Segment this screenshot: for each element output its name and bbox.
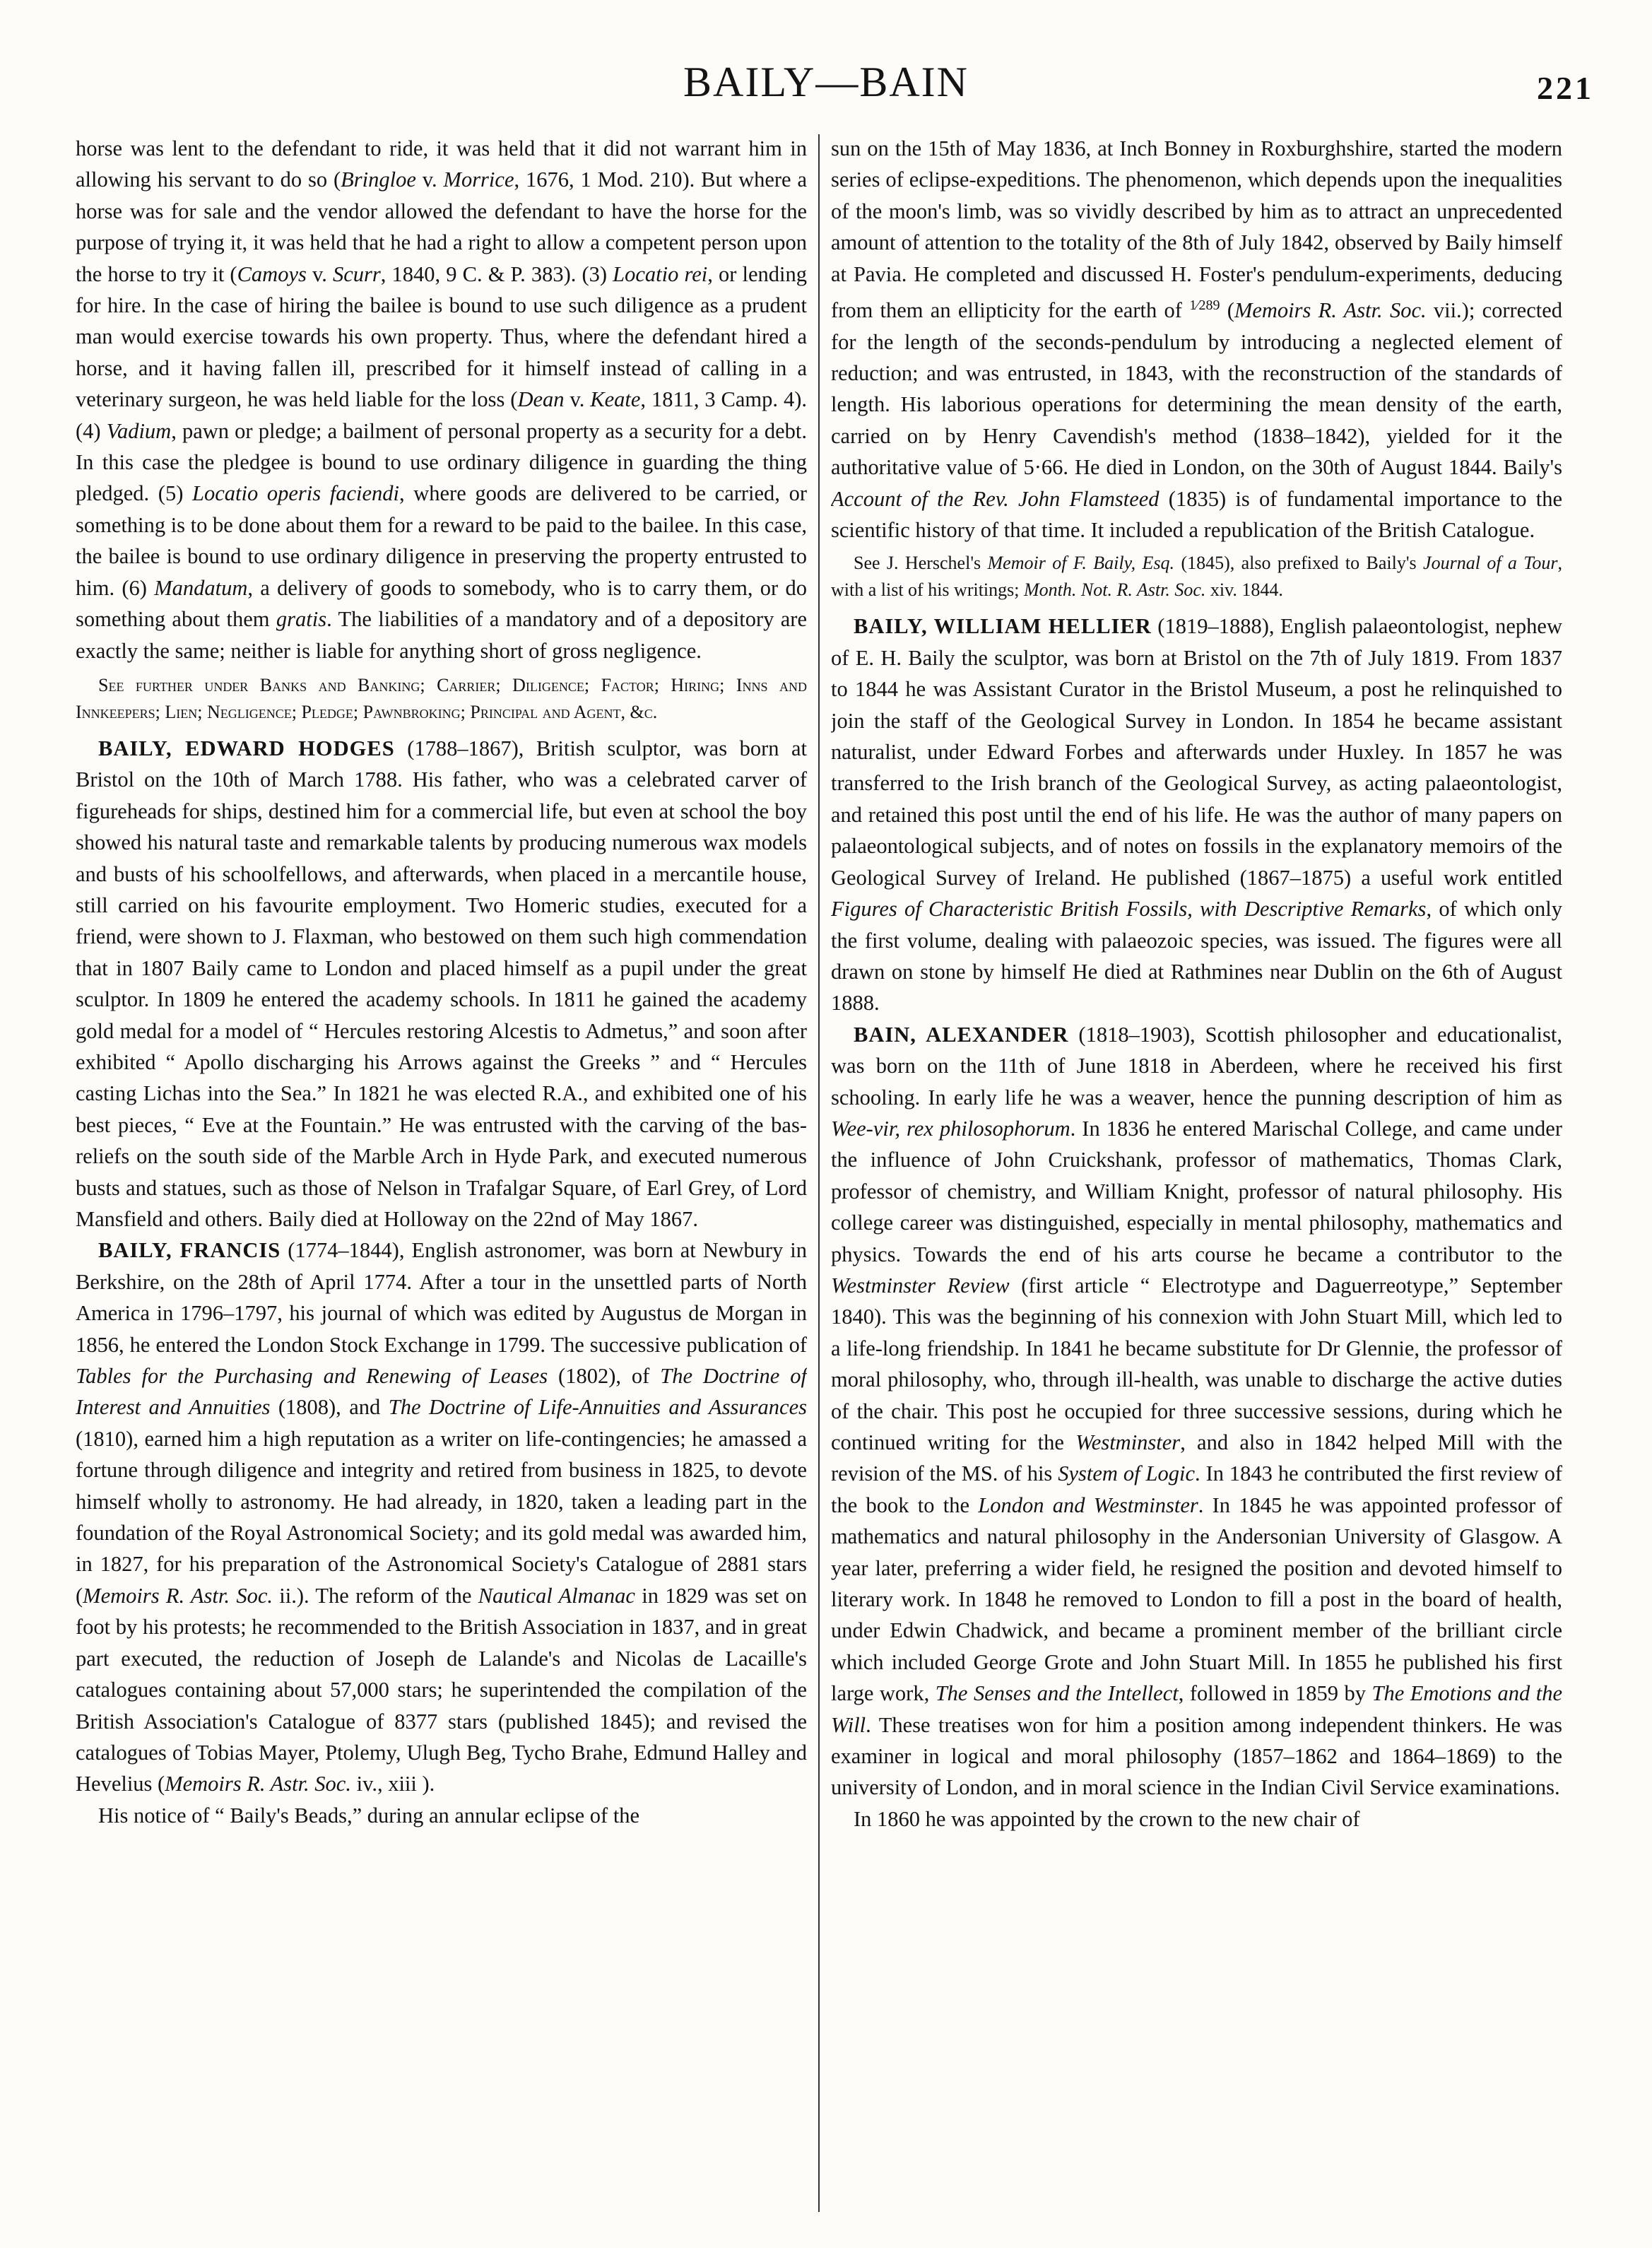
column-divider (818, 134, 820, 2212)
entry-baily-edward: BAILY, EDWARD HODGES (1788–1867), British sculptor, was born at Bristol on the 10th of March 1788. His father, who was a celebrated carver of figureheads for ships, destined him for a commercial life, but even at school the boy showed his natural taste and remarkable talents by producing numerous wax models and busts of his schoolfellows, and afterwards, when placed in a mercantile house, still carried on his favourite employment. Two Homeric studies, executed for a friend, were shown to J. Flaxman, who bestowed on them such high commendation that in 1807 Baily came to London and placed himself as a pupil under the great sculptor. In 1809 he entered the academy schools. In 1811 he gained the academy gold medal for a model of “ Hercules restoring Alcestis to Admetus,” and soon after exhibited “ Apollo discharging his Arrows against the Greeks ” and “ Hercules casting Lichas into the Sea.” In 1821 he was elected R.A., and exhibited one of his best pieces, “ Eve at the Fountain.” He was entrusted with the carving of the bas-reliefs on the south side of the Marble Arch in Hyde Park, and executed numerous busts and statues, such as those of Nelson in Trafalgar Square, of Earl Grey, of Lord Mansfield and others. Baily died at Holloway on the 22nd of May 1867. (76, 736, 807, 1231)
headword: BAILY, EDWARD HODGES (98, 736, 395, 760)
page-header (0, 0, 1652, 120)
headword: BAIN, ALEXANDER (854, 1022, 1069, 1047)
paragraph: In 1860 he was appointed by the crown to the new chair of (854, 1806, 1360, 1831)
entry-baily-william: BAILY, WILLIAM HELLIER (1819–1888), English palaeontologist, nephew of E. H. Baily the sculptor, was born at Bristol on the 7th of July 1819. From 1837 to 1844 he was Assistant Curator in the Bristol Museum, a post he relinquished to join the staff of the Geological Survey in London. In 1854 he became assistant naturalist, under Edward Forbes and afterwards under Huxley. In 1857 he was transferred to the Irish branch of the Geological Survey, as acting palaeontologist, and retained this post until the end of his life. He was the author of many papers on palaeontological subjects, and of notes on fossils in the explanatory memoirs of the Geological Survey of Ireland. He published (1867–1875) a useful work entitled Figures of Characteristic British Fossils, with Descriptive Remarks, of which only the first volume, dealing with palaeozoic species, was issued. The figures were all drawn on stone by himself He died at Rathmines near Dublin on the 6th of August 1888. (831, 614, 1562, 1016)
right-column (831, 133, 1562, 2225)
left-column (76, 133, 807, 2225)
bailment-entry-continued: horse was lent to the defendant to ride, it was held that it did not warrant him in allowing his servant to do so (Bringloe v. Morrice, 1676, 1 Mod. 210). But where a horse was for sale and the vendor allowed the defendant to have the horse for the purpose of trying it, it was held that he had a right to allow a competent person upon the horse to try it (Camoys v. Scurr, 1840, 9 C. & P. 383). (3) Locatio rei, or lending for hire. In the case of hiring the bailee is bound to use such diligence as a prudent man would exercise towards his own property. Thus, where the defendant hired a horse, and it having fallen ill, prescribed for it himself instead of calling in a veterinary surgeon, he was held liable for the loss (Dean v. Keate, 1811, 3 Camp. 4). (4) Vadium, pawn or pledge; a bailment of personal property as a security for a debt. In this case the pledgee is bound to use ordinary diligence in guarding the thing pledged. (5) Locatio operis faciendi, where goods are delivered to be carried, or something is to be done about them for a reward to be paid to the bailee. In this case, the bailee is bound to use ordinary diligence in preserving the property entrusted to him. (6) Mandatum, a delivery of goods to somebody, who is to carry them, or do something about them gratis. The liabilities of a mandatory and of a depository are exactly the same; neither is liable for anything short of gross negligence. (76, 136, 807, 663)
page-number: 221 (1537, 70, 1594, 106)
bibliography-note: See J. Herschel's Memoir of F. Baily, Esq. (1845), also prefixed to Baily's Journal of a Tour, with a list of his writings; Month. Not. R. Astr. Soc. xiv. 1844. (831, 553, 1562, 601)
fraction: 1⁄289 (1189, 298, 1220, 314)
entry-baily-francis: BAILY, FRANCIS (1774–1844), English astronomer, was born at Newbury in Berkshire, on the 28th of April 1774. After a tour in the unsettled parts of North America in 1796–1797, his journal of which was edited by Augustus de Morgan in 1856, he entered the London Stock Exchange in 1799. The successive publication of Tables for the Purchasing and Renewing of Leases (1802), of The Doctrine of Interest and Annuities (1808), and The Doctrine of Life-Annuities and Assurances (1810), earned him a high reputation as a writer on life-contingencies; he amassed a fortune through diligence and integrity and retired from business in 1825, to devote himself wholly to astronomy. He had already, in 1820, taken a leading part in the foundation of the Royal Astronomical Society; and its gold medal was awarded him, in 1827, for his preparation of the Astronomical Society's Catalogue of 2881 stars (Memoirs R. Astr. Soc. ii.). The reform of the Nautical Almanac in 1829 was set on foot by his protests; he recommended to the British Association in 1837, and in great part executed, the reduction of Joseph de Lalande's and Nicolas de Lacaille's catalogues containing about 57,000 stars; he superintended the compilation of the British Association's Catalogue of 8377 stars (published 1845); and revised the catalogues of Tobias Mayer, Ptolemy, Ulugh Beg, Tycho Brahe, Edmund Halley and Hevelius (Memoirs R. Astr. Soc. iv., xiii ). (76, 1238, 807, 1796)
headword: BAILY, FRANCIS (98, 1238, 281, 1263)
paragraph: His notice of “ Baily's Beads,” during an annular eclipse of the (98, 1803, 640, 1828)
entry-baily-francis-continued: sun on the 15th of May 1836, at Inch Bonney in Roxburghshire, started the modern series of eclipse-expeditions. The phenomenon, which depends upon the inequalities of the moon's limb, was so vividly described by him as to attract an unprecedented amount of attention to the totality of the 8th of July 1842, observed by Baily himself at Pavia. He completed and discussed H. Foster's pendulum-experiments, deducing from them an ellipticity for the earth of $^{1⁄289}$ (Memoirs R. Astr. Soc. vii.); corrected for the length of the seconds-pendulum by introducing a neglected element of reduction; and was entrusted, in 1843, with the reconstruction of the standards of length. His laborious operations for determining the mean density of the earth, carried on by Henry Cavendish's method (1838–1842), yielded for it the authoritative value of 5·66. He died in London, on the 30th of August 1844. Baily's Account of the Rev. John Flamsteed (1835) is of fundamental importance to the scientific history of that time. It included a republication of the British Catalogue. (831, 136, 1562, 543)
entry-bain-alexander: BAIN, ALEXANDER (1818–1903), Scottish philosopher and educationalist, was born on the 11th of June 1818 in Aberdeen, where he received his first schooling. In early life he was a weaver, hence the punning description of him as Wee-vir, rex philosophorum. In 1836 he entered Marischal College, and came under the influence of John Cruickshank, professor of mathematics, Thomas Clark, professor of chemistry, and William Knight, professor of natural philosophy. His college career was distinguished, especially in mental philosophy, mathematics and physics. Towards the end of his arts course he became a contributor to the Westminster Review (first article “ Electrotype and Daguerreotype,” September 1840). This was the beginning of his connexion with John Stuart Mill, which led to a life-long friendship. In 1841 he became substitute for Dr Glennie, the professor of moral philosophy, who, through ill-health, was unable to discharge the active duties of the chair. This post he occupied for three successive sessions, during which he continued writing for the Westminster, and also in 1842 helped Mill with the revision of the MS. of his System of Logic. In 1843 he contributed the first review of the book to the London and Westminster. In 1845 he was appointed professor of mathematics and natural philosophy in the Andersonian University of Glasgow. A year later, preferring a wider field, he resigned the position and devoted himself to literary work. In 1848 he removed to London to fill a post in the board of health, under Edwin Chadwick, and became a prominent member of the brilliant circle which included George Grote and John Stuart Mill. In 1855 he published his first large work, The Senses and the Intellect, followed in 1859 by The Emotions and the Will. These treatises won for him a position among independent thinkers. He was examiner in logical and moral philosophy (1857–1862 and 1864–1869) to the university of London, and in moral science in the Indian Civil Service examinations. (831, 1022, 1562, 1800)
running-head: BAILY—BAIN (683, 59, 969, 105)
headword: BAILY, WILLIAM HELLIER (854, 614, 1152, 639)
see-further-note: See further under Banks and Banking; Carrier; Diligence; Factor; Hiring; Inns and Innkeepers; Lien; Negligence; Pledge; Pawnbroking; Principal and Agent, &c. (76, 674, 807, 722)
